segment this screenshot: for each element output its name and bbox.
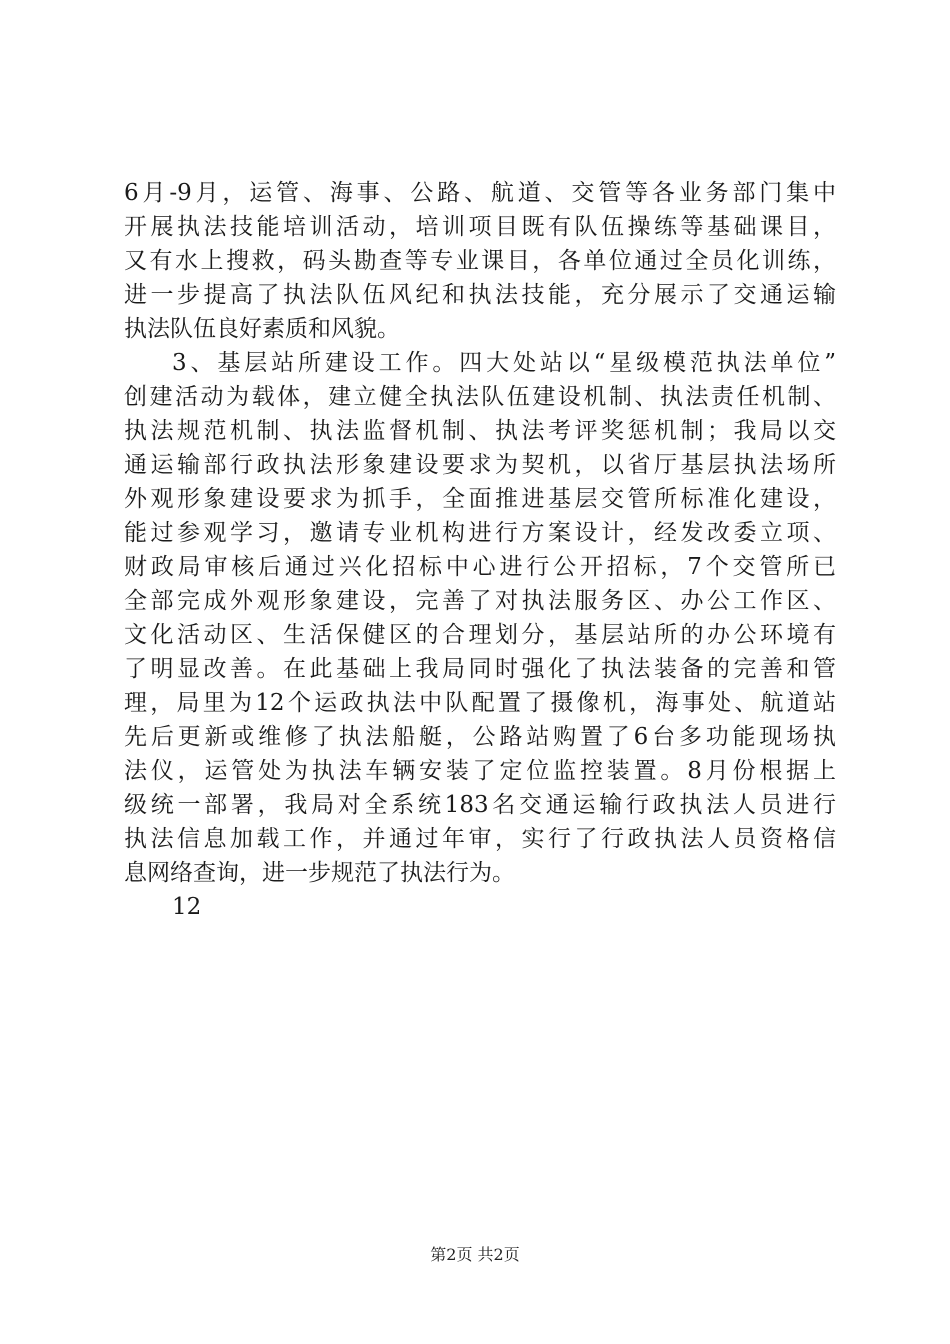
paragraph-line: 通运输部行政执法形象建设要求为契机，以省厅基层执法场所 (124, 452, 836, 478)
paragraph-line: 外观形象建设要求为抓手，全面推进基层交管所标准化建设， (124, 486, 836, 512)
paragraph-line: 创建活动为载体，建立健全执法队伍建设机制、执法责任机制、 (124, 384, 836, 410)
paragraph-line: 了明显改善。在此基础上我局同时强化了执法装备的完善和管 (124, 656, 836, 682)
section-heading-line: 3、基层站所建设工作。四大处站以“星级模范执法单位” (172, 350, 836, 376)
paragraph-line: 息网络查询，进一步规范了执法行为。 (124, 860, 515, 886)
paragraph-line: 理，局里为12个运政执法中队配置了摄像机，海事处、航道站 (124, 690, 836, 716)
paragraph-line: 6月-9月，运管、海事、公路、航道、交管等各业务部门集中 (124, 180, 836, 206)
paragraph-line: 执法信息加载工作，并通过年审，实行了行政执法人员资格信 (124, 826, 836, 852)
paragraph-line: 又有水上搜救，码头勘查等专业课目，各单位通过全员化训练， (124, 248, 836, 274)
page-footer: 第2页 共2页 (430, 1245, 520, 1264)
paragraph-number: 12 (172, 894, 202, 920)
paragraph-line: 执法队伍良好素质和风貌。 (124, 316, 400, 342)
paragraph-line: 文化活动区、生活保健区的合理划分，基层站所的办公环境有 (124, 622, 836, 648)
paragraph-line: 法仪，运管处为执法车辆安装了定位监控装置。8月份根据上 (124, 758, 836, 784)
paragraph-line: 级统一部署，我局对全系统183名交通运输行政执法人员进行 (124, 792, 836, 818)
paragraph-line: 开展执法技能培训活动，培训项目既有队伍操练等基础课目， (124, 214, 836, 240)
paragraph-line: 进一步提高了执法队伍风纪和执法技能，充分展示了交通运输 (124, 282, 836, 308)
paragraph-line: 能过参观学习，邀请专业机构进行方案设计，经发改委立项、 (124, 520, 836, 546)
paragraph-line: 执法规范机制、执法监督机制、执法考评奖惩机制；我局以交 (124, 418, 836, 444)
paragraph-line: 先后更新或维修了执法船艇，公路站购置了6台多功能现场执 (124, 724, 836, 750)
paragraph-line: 财政局审核后通过兴化招标中心进行公开招标，7个交管所已 (124, 554, 836, 580)
paragraph-line: 全部完成外观形象建设，完善了对执法服务区、办公工作区、 (124, 588, 836, 614)
